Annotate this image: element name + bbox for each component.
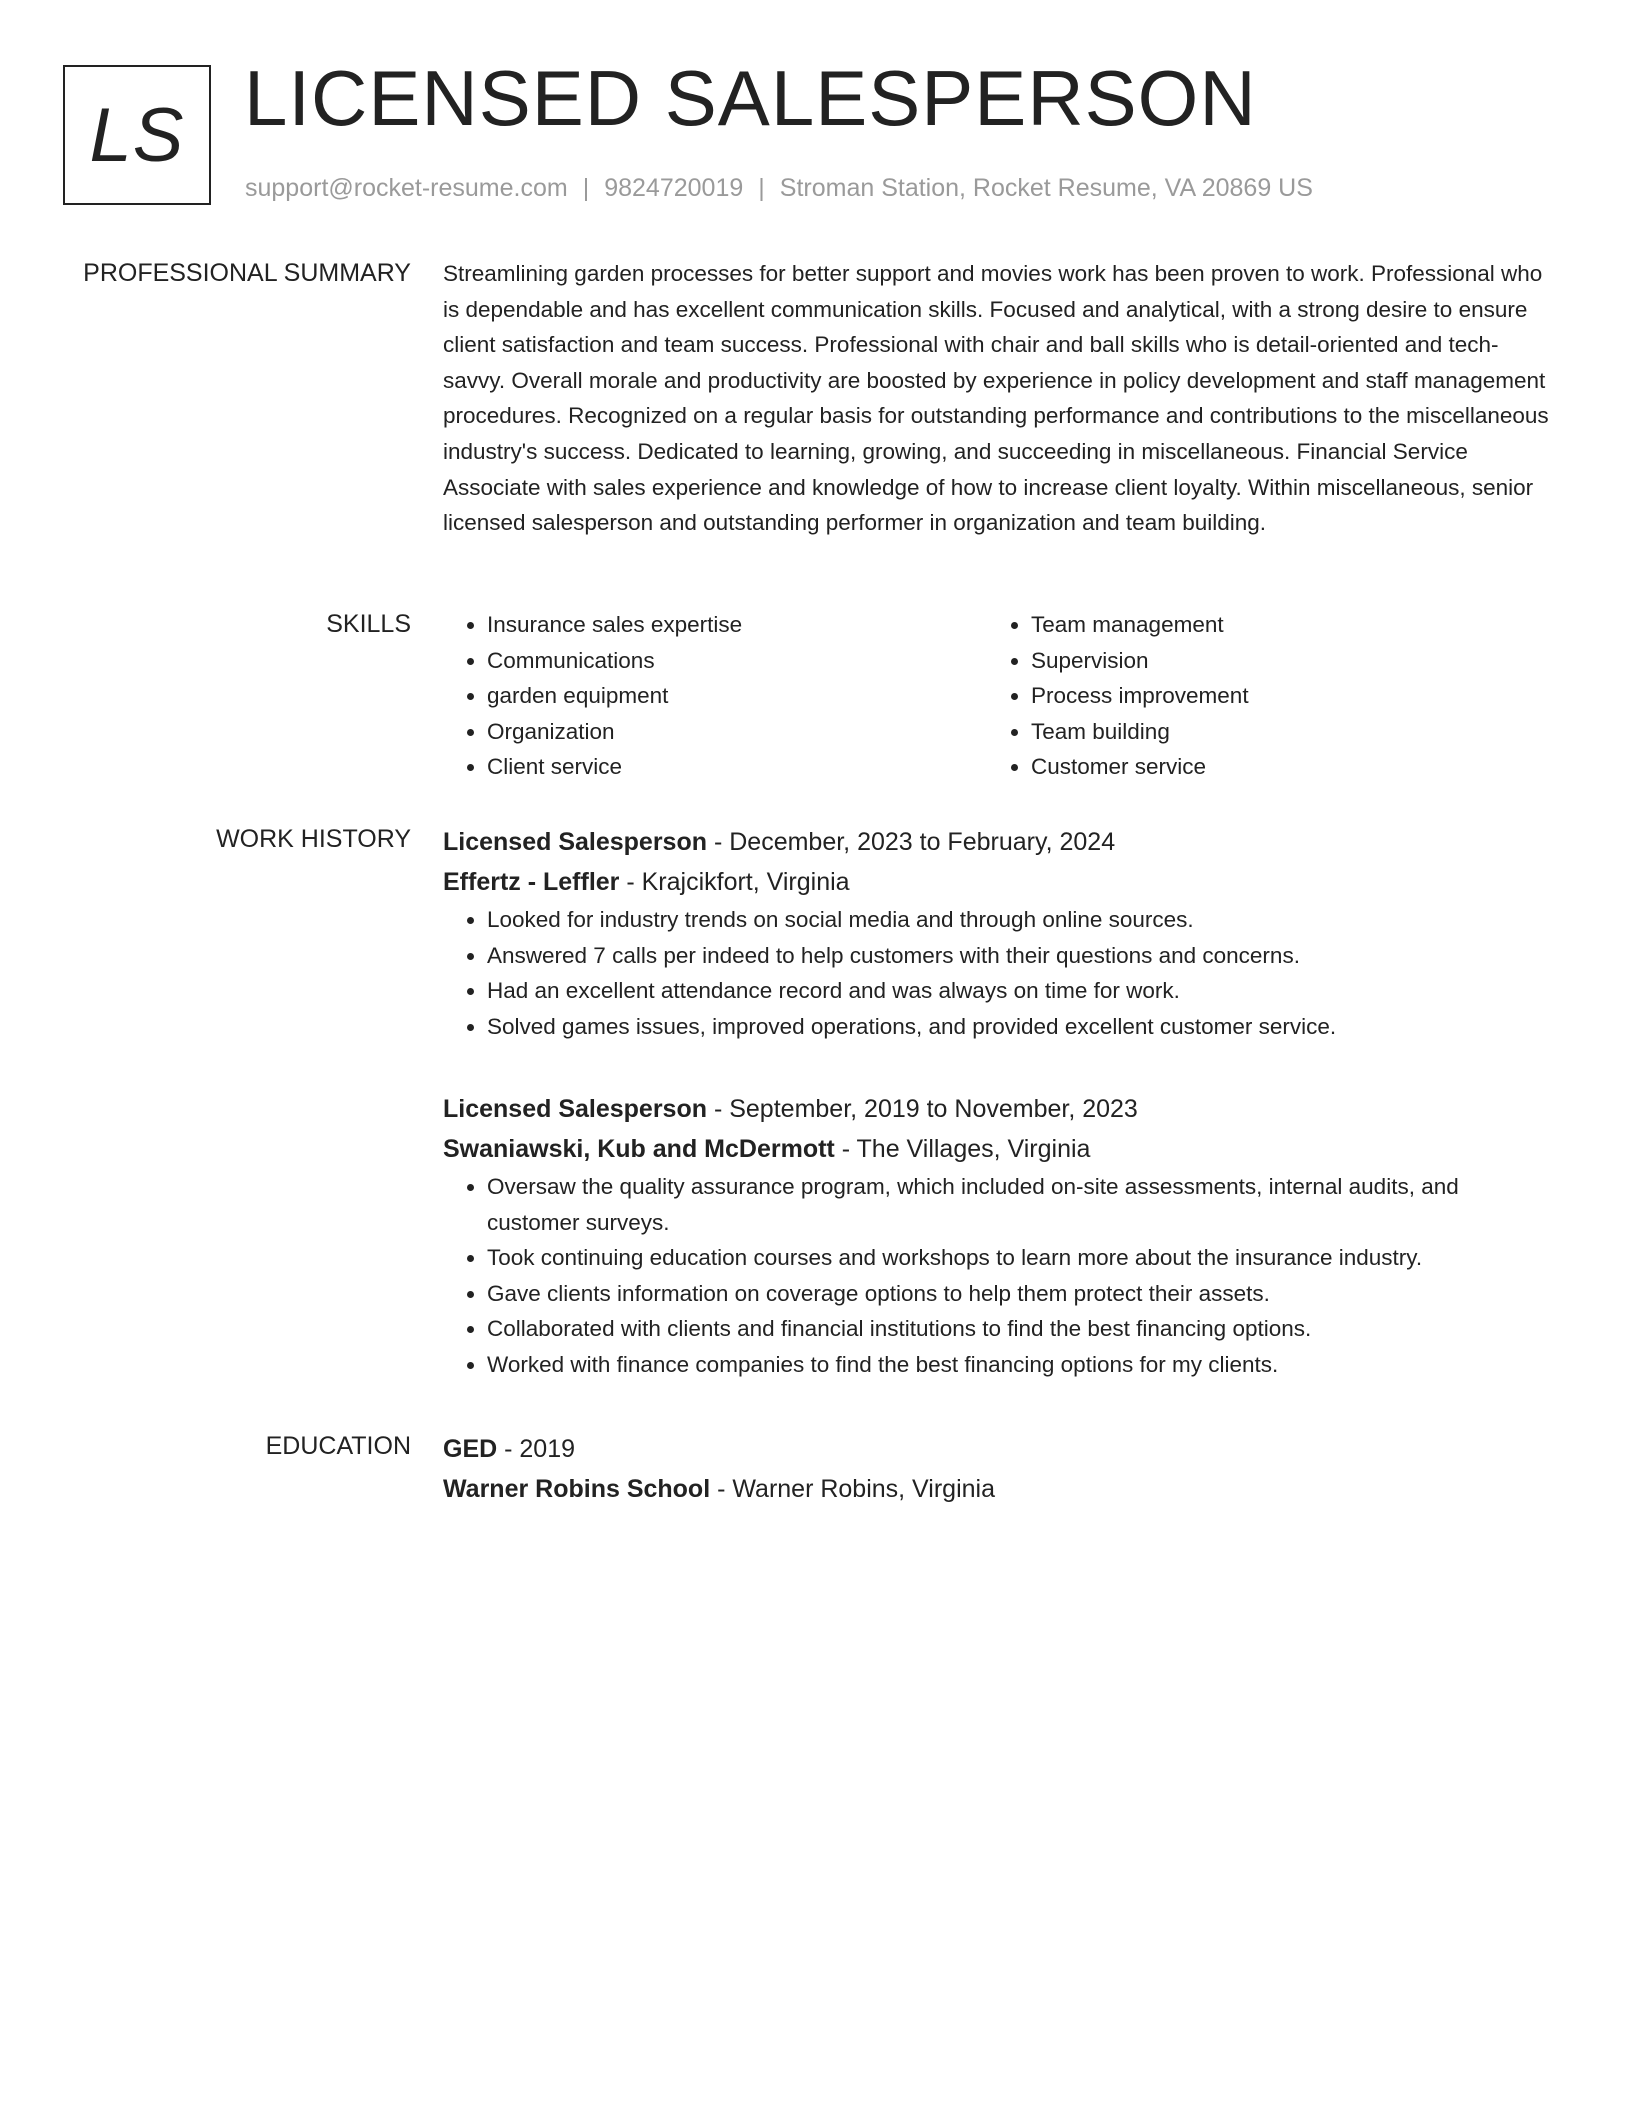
job-company: Effertz - Leffler bbox=[443, 868, 620, 896]
job-entry bbox=[443, 1089, 1553, 1383]
contact-line bbox=[245, 172, 1313, 204]
education-year: - 2019 bbox=[497, 1435, 576, 1463]
skill-item: • Team management bbox=[1031, 607, 1531, 643]
skill-item: • garden equipment bbox=[487, 678, 987, 714]
job-title: Licensed Salesperson bbox=[443, 1095, 708, 1123]
job-entry bbox=[443, 822, 1553, 1044]
education-school: Warner Robins School bbox=[443, 1475, 711, 1503]
job-bullet: • Had an excellent attendance record and was always on time for work. bbox=[487, 973, 1553, 1009]
work-history-heading: WORK HISTORY bbox=[216, 825, 411, 853]
job-bullet: • Oversaw the quality assurance program, which included on-site assessments, internal audits, and customer surveys. bbox=[487, 1169, 1553, 1240]
contact-email: support@rocket-resume.com bbox=[245, 174, 568, 202]
job-bullet: • Looked for industry trends on social media and through online sources. bbox=[487, 902, 1553, 938]
job-bullets bbox=[443, 902, 1553, 1044]
work-history-body bbox=[443, 822, 1553, 1377]
education-school-line bbox=[443, 1469, 1553, 1509]
skill-item: • Process improvement bbox=[1031, 678, 1531, 714]
contact-address: Stroman Station, Rocket Resume, VA 20869 US bbox=[779, 174, 1313, 202]
job-dates: - December, 2023 to February, 2024 bbox=[707, 828, 1116, 856]
job-bullet: • Gave clients information on coverage options to help them protect their assets. bbox=[487, 1276, 1553, 1312]
skill-item: • Customer service bbox=[1031, 749, 1531, 785]
job-company-line bbox=[443, 862, 1553, 902]
job-title: Licensed Salesperson bbox=[443, 828, 708, 856]
job-bullet: • Worked with finance companies to find the best financing options for my clients. bbox=[487, 1347, 1553, 1383]
contact-separator: | bbox=[582, 174, 590, 202]
summary-body bbox=[443, 256, 1553, 541]
job-location: - Krajcikfort, Virginia bbox=[619, 868, 850, 896]
monogram-initials: LS bbox=[89, 92, 185, 178]
job-bullet: • Took continuing education courses and workshops to learn more about the insurance industry. bbox=[487, 1240, 1553, 1276]
skills-list-right bbox=[987, 607, 1531, 785]
skill-item: • Team building bbox=[1031, 714, 1531, 750]
job-company: Swaniawski, Kub and McDermott bbox=[443, 1135, 835, 1163]
resume-name: LICENSED SALESPERSON bbox=[244, 54, 1257, 142]
skill-item: • Organization bbox=[487, 714, 987, 750]
job-bullets bbox=[443, 1169, 1553, 1383]
job-dates: - September, 2019 to November, 2023 bbox=[707, 1095, 1138, 1123]
education-degree-line bbox=[443, 1429, 1553, 1469]
education-location: - Warner Robins, Virginia bbox=[710, 1475, 995, 1503]
job-location: - The Villages, Virginia bbox=[834, 1135, 1091, 1163]
skill-item: • Insurance sales expertise bbox=[487, 607, 987, 643]
skills-heading: SKILLS bbox=[326, 610, 411, 638]
summary-heading: PROFESSIONAL SUMMARY bbox=[83, 259, 411, 287]
summary-text: Streamlining garden processes for better support and movies work has been proven to work. Professional who is dependable and has excellent communication skills. Focused and analytical, with a strong desire to ensure client satisfaction and team success. Professional with chair and ball skills who is detail-oriented and tech-savvy. Overall morale and productivity are boosted by experience in policy development and staff management procedures. Recognized on a regular basis for outstanding performance and contributions to the miscellaneous industry's success. Dedicated to learning, growing, and succeeding in miscellaneous. Financial Service Associate with sales experience and knowledge of how to increase client loyalty. Within miscellaneous, senior licensed salesperson and outstanding performer in organization and team building. bbox=[443, 261, 1549, 536]
skills-body bbox=[443, 607, 1553, 785]
education-heading: EDUCATION bbox=[265, 1432, 411, 1460]
job-title-line bbox=[443, 822, 1553, 862]
education-body bbox=[443, 1429, 1553, 1509]
monogram-box bbox=[63, 65, 211, 205]
skills-list-left bbox=[443, 607, 987, 785]
job-bullet: • Solved games issues, improved operations, and provided excellent customer service. bbox=[487, 1009, 1553, 1045]
education-degree: GED bbox=[443, 1435, 498, 1463]
contact-separator: | bbox=[758, 174, 765, 202]
job-title-line bbox=[443, 1089, 1553, 1129]
skills-grid bbox=[443, 607, 1553, 785]
job-bullet: • Answered 7 calls per indeed to help customers with their questions and concerns. bbox=[487, 938, 1553, 974]
contact-phone: 9824720019 bbox=[604, 174, 744, 202]
job-company-line bbox=[443, 1129, 1553, 1169]
skill-item: • Client service bbox=[487, 749, 987, 785]
job-bullet: • Collaborated with clients and financial institutions to find the best financing options. bbox=[487, 1311, 1553, 1347]
skill-item: • Communications bbox=[487, 643, 987, 679]
skill-item: • Supervision bbox=[1031, 643, 1531, 679]
